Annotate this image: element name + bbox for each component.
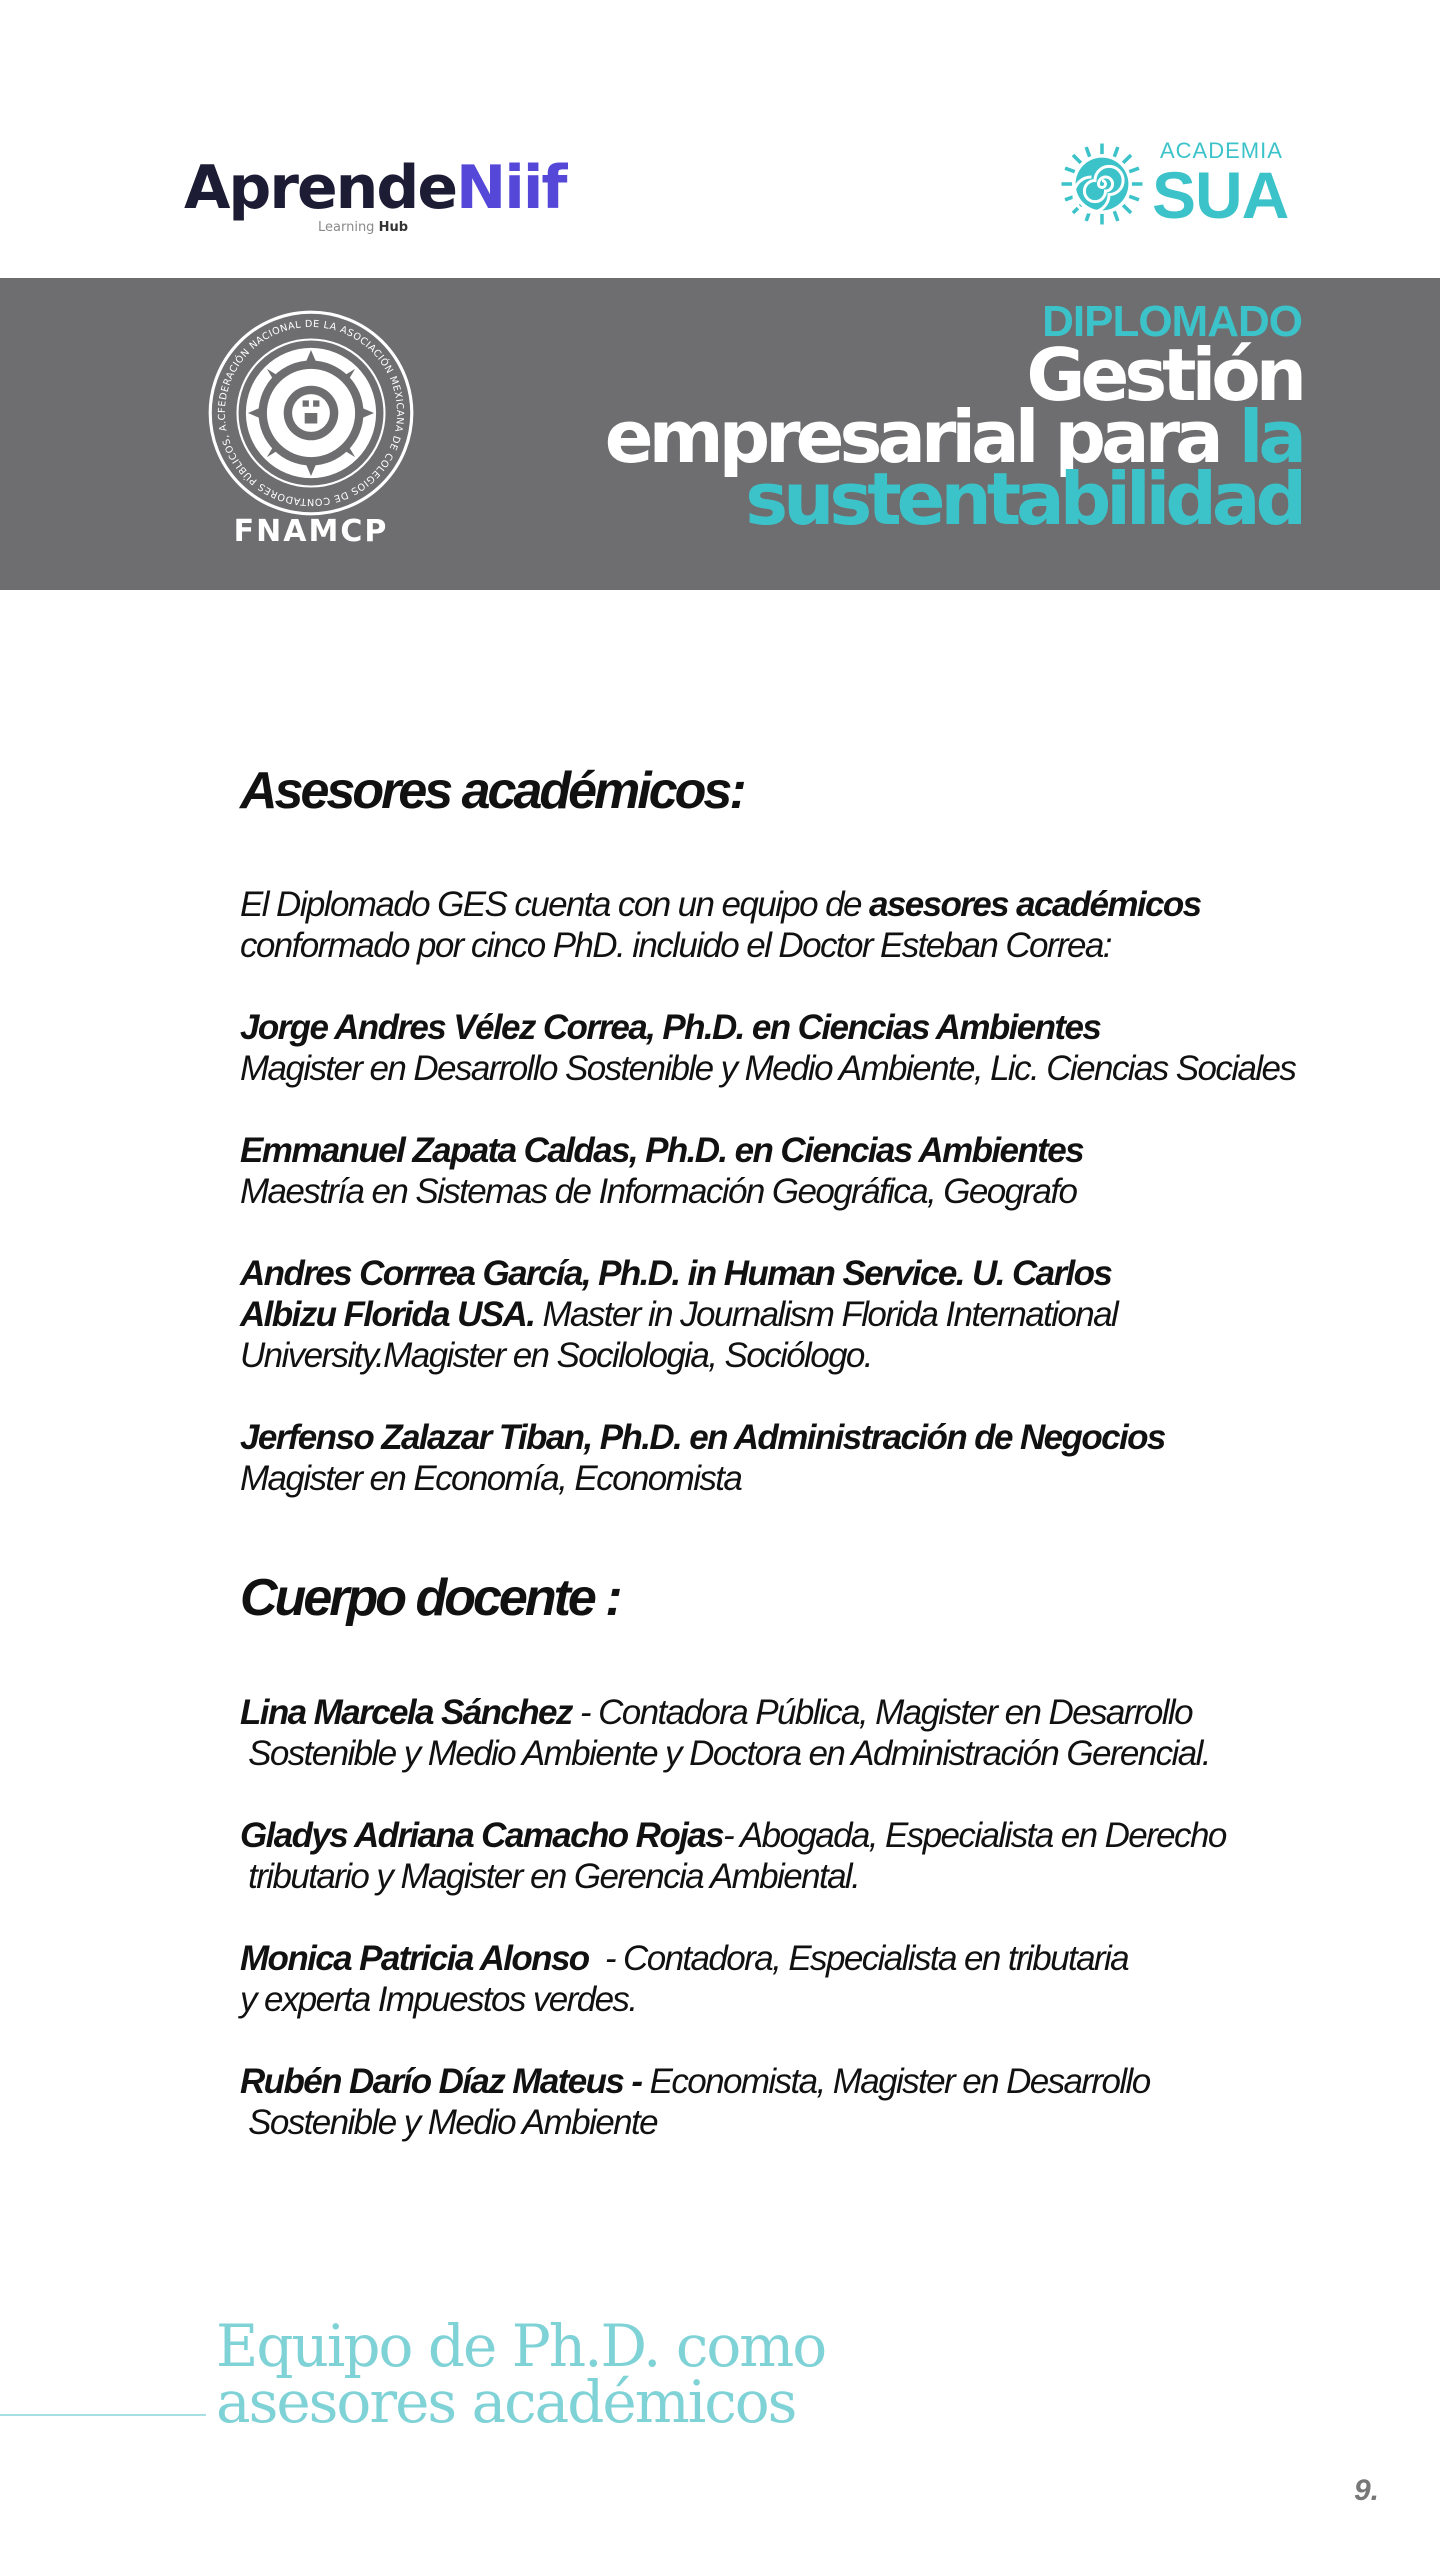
faculty-heading: Cuerpo docente :: [240, 1569, 620, 1628]
niif-text: Niif: [456, 153, 566, 223]
advisor-detail-cont: University.Magister en Socilologia, Sociólogo.: [240, 1336, 872, 1376]
main-content: [240, 760, 1370, 2143]
advisor-detail: Magister en Desarrollo Sostenible y Medio Ambiente, Lic. Ciencias Sociales: [240, 1049, 1296, 1089]
advisor-name: Jerfenso Zalazar Tiban, Ph.D. en Administración de Negocios: [240, 1418, 1165, 1458]
fnamcp-seal-logo: [206, 308, 416, 518]
advisor-entry: [240, 1417, 1370, 1499]
title-accent-word: la: [1238, 395, 1302, 479]
aprendeniif-wordmark: [184, 153, 566, 223]
advisor-detail: Maestría en Sistemas de Información Geográfica, Geografo: [240, 1172, 1077, 1212]
program-kicker: DIPLOMADO: [1042, 297, 1302, 346]
faculty-name: Monica Patricia Alonso: [240, 1938, 589, 1978]
advisor-name-cont: Albizu Florida USA.: [240, 1295, 535, 1335]
title-line-1: Gestión: [1026, 333, 1302, 417]
aprende-text: Aprende: [184, 153, 457, 223]
faculty-name: Lina Marcela Sánchez: [240, 1692, 572, 1732]
advisor-name: Emmanuel Zapata Caldas, Ph.D. en Ciencias Ambientes: [240, 1131, 1083, 1171]
title-banner: [0, 278, 1440, 590]
page-number: 9.: [1354, 2474, 1380, 2507]
advisors-heading: Asesores académicos:: [240, 762, 744, 820]
academia-sua-wordmark: [1152, 138, 1289, 232]
faculty-entry: Rubén Darío Díaz Mateus - Economista, Magister en Desarrollo Sostenible y Medio Ambiente: [240, 2061, 1150, 2142]
svg-text:FEDERACIÓN NACIONAL DE LA ASOC: FEDERACIÓN NACIONAL DE LA ASOCIACIÓN MEXICANA DE COLEGIOS DE CONTADORES PÚBLICOS, A.C: [216, 318, 406, 508]
advisor-detail: Master in Journalism Florida International: [534, 1295, 1118, 1335]
spiral-sun-icon: [1058, 140, 1146, 228]
faculty-entry: Lina Marcela Sánchez - Contadora Pública, Magister en Desarrollo Sostenible y Medio Ambiente y Doctora en Administración Gerencial.: [240, 1692, 1210, 1773]
faculty-list: [240, 1692, 1370, 2143]
sua-text: SUA: [1152, 158, 1289, 232]
faculty-name: Gladys Adriana Camacho Rojas: [240, 1815, 723, 1855]
footer-title: Equipo de Ph.D. como asesores académicos: [216, 2312, 826, 2436]
advisor-name: Jorge Andres Vélez Correa, Ph.D. en Ciencias Ambientes: [240, 1008, 1101, 1048]
advisor-detail: Magister en Economía, Economista: [240, 1459, 742, 1499]
advisor-entry: [240, 1130, 1370, 1212]
faculty-entry: Monica Patricia Alonso - Contadora, Especialista en tributaria y experta Impuestos verdes.: [240, 1938, 1129, 2019]
advisor-entry: [240, 1007, 1370, 1089]
advisor-entry: [240, 1253, 1370, 1376]
advisors-intro: El Diplomado GES cuenta con un equipo de asesores académicos conformado por cinco PhD. incluido el Doctor Esteban Correa:: [240, 885, 1201, 966]
learning-hub-text: Learning Hub: [318, 220, 409, 235]
program-title: [604, 297, 1302, 541]
fnamcp-name: FNAMCP: [233, 514, 389, 549]
title-line-2: empresarial para la: [604, 395, 1302, 479]
academia-sua-logo: [1058, 138, 1289, 232]
aprendeniif-logo: [184, 153, 566, 235]
title-line-3: sustentabilidad: [745, 457, 1302, 541]
academia-text: ACADEMIA: [1160, 138, 1283, 163]
advisor-name: Andres Corrrea García, Ph.D. in Human Service. U. Carlos: [240, 1254, 1112, 1294]
faculty-name: Rubén Darío Díaz Mateus -: [240, 2061, 650, 2101]
footer-divider: [0, 2414, 206, 2416]
faculty-entry: Gladys Adriana Camacho Rojas- Abogada, Especialista en Derecho tributario y Magister en Gerencia Ambiental.: [240, 1815, 1226, 1896]
